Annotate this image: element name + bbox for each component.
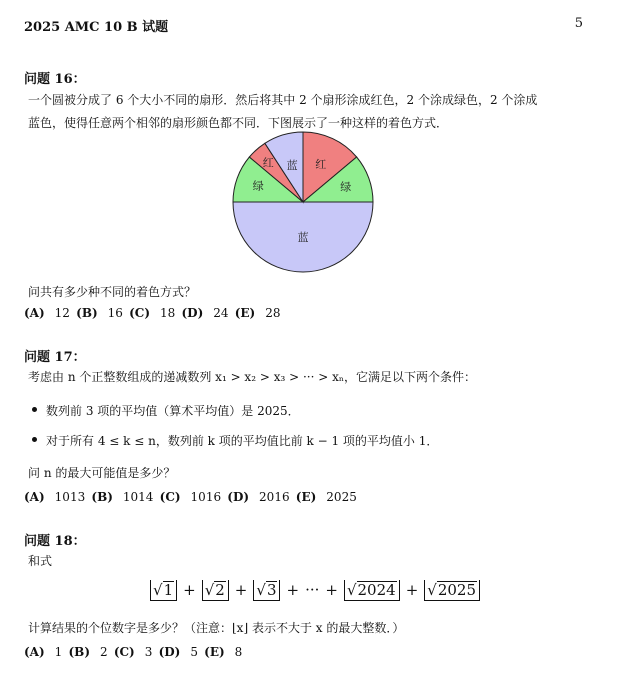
choice-a-label[interactable]: (A)	[24, 645, 45, 659]
choice-e-label[interactable]: (E)	[204, 645, 225, 659]
pie-sector-label: 蓝	[286, 159, 298, 173]
pie-sector-label: 绿	[252, 179, 264, 193]
choice-a-value: 12	[54, 306, 70, 320]
q16-question: 问共有多少种不同的着色方式？	[28, 285, 197, 299]
q18-title: 问题 18：	[24, 534, 86, 549]
q17-line1: 考虑由 n 个正整数组成的递减数列 x₁ > x₂ > x₃ > ··· > xₙ，它满足以下两个条件：	[28, 370, 477, 384]
q17-bullet2: 对于所有 4 ≤ k ≤ n，数列前 k 项的平均值比前 k − 1 项的平均值小 1．	[46, 434, 439, 448]
q16-choices	[24, 306, 281, 320]
choice-b-value: 1014	[122, 490, 154, 504]
q16-line2: 蓝色，使得任意两个相邻的扇形颜色都不同．下图展示了一种这样的着色方式．	[28, 116, 449, 130]
choice-b-label[interactable]: (B)	[76, 306, 98, 320]
choice-d-value: 24	[213, 306, 229, 320]
choice-d-label[interactable]: (D)	[158, 645, 181, 659]
choice-c-value: 18	[160, 306, 176, 320]
choice-d-label[interactable]: (D)	[227, 490, 250, 504]
pie-sector-label: 绿	[340, 180, 352, 194]
pie-sector-label: 红	[315, 157, 327, 171]
q17-choices	[24, 490, 357, 504]
q17-bullet1: 数列前 3 项的平均值（算术平均值）是 2025．	[46, 404, 300, 418]
choice-d-label[interactable]: (D)	[181, 306, 204, 320]
floor-term: √3	[253, 580, 280, 601]
pie-sector-label: 红	[262, 156, 274, 170]
choice-c-label[interactable]: (C)	[159, 490, 181, 504]
q18-choices	[24, 645, 242, 659]
q17-question: 问 n 的最大可能值是多少？	[28, 466, 176, 480]
q18-line1: 和式	[28, 554, 53, 568]
choice-b-value: 16	[107, 306, 123, 320]
choice-c-value: 3	[144, 645, 153, 659]
floor-term: √2	[202, 580, 229, 601]
choice-e-value: 28	[265, 306, 281, 320]
choice-a-label[interactable]: (A)	[24, 490, 45, 504]
floor-term: √2024	[344, 580, 400, 601]
floor-term: √1	[150, 580, 177, 601]
choice-a-value: 1013	[54, 490, 86, 504]
choice-b-label[interactable]: (B)	[68, 645, 90, 659]
pie-sector-label: 蓝	[297, 231, 309, 244]
q16-line1: 一个圆被分成了 6 个大小不同的扇形．然后将其中 2 个扇形涂成红色，2 个涂成绿色，2 个涂成	[28, 93, 538, 107]
choice-a-label[interactable]: (A)	[24, 306, 45, 320]
header-title: 2025 AMC 10 B 试题	[24, 20, 169, 35]
q16-title: 问题 16：	[24, 72, 86, 87]
choice-e-label[interactable]: (E)	[295, 490, 317, 504]
choice-d-value: 5	[190, 645, 198, 659]
pie-diagram	[228, 128, 380, 278]
floor-term: √2025	[424, 580, 480, 601]
choice-b-label[interactable]: (B)	[91, 490, 113, 504]
choice-c-value: 1016	[190, 490, 222, 504]
choice-e-label[interactable]: (E)	[234, 306, 256, 320]
ellipsis: ···	[305, 580, 320, 599]
q17-title: 问题 17：	[24, 350, 86, 365]
choice-d-value: 2016	[259, 490, 290, 504]
choice-c-label[interactable]: (C)	[129, 306, 151, 320]
choice-a-value: 1	[54, 645, 63, 659]
floor-sum-formula: √1 + √2 + √3 + ··· + √2024 + √2025	[150, 580, 480, 601]
q18-question: 计算结果的个位数字是多少？（注意：⌊x⌋ 表示不大于 x 的最大整数．）	[28, 621, 405, 635]
choice-e-value: 2025	[326, 490, 357, 504]
choice-e-value: 8	[234, 645, 243, 659]
choice-c-label[interactable]: (C)	[113, 645, 135, 659]
page-number: 5	[574, 16, 583, 31]
choice-b-value: 2	[100, 645, 108, 659]
